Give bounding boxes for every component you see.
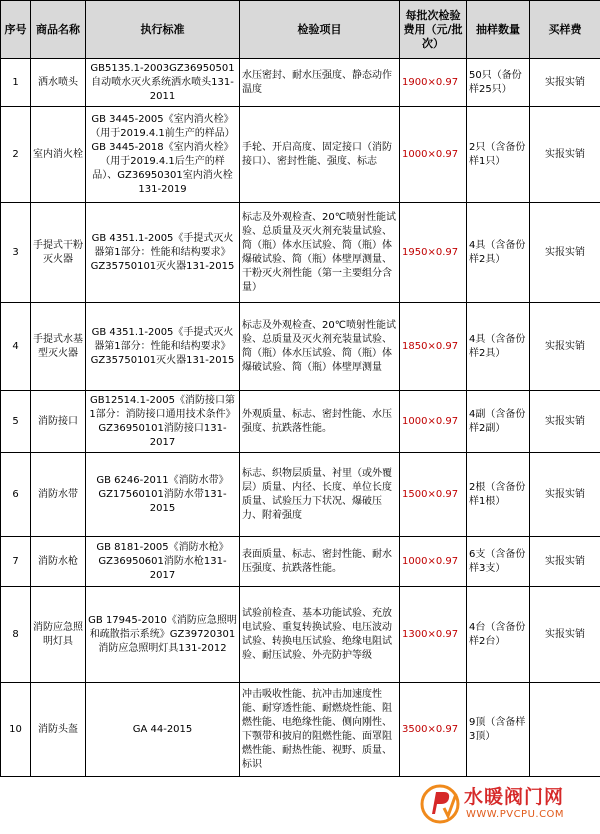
watermark-title: 水暖阀门网 — [464, 786, 565, 808]
row-buyer: 实报实销 — [530, 587, 600, 683]
table-row — [1, 453, 600, 537]
row-qty: 4具（含备份样2具） — [467, 203, 530, 303]
row-name: 消防水枪 — [31, 537, 86, 587]
row-fee: 3500×0.97 — [400, 683, 467, 777]
header-items: 检验项目 — [240, 1, 400, 59]
header-seq: 序号 — [1, 1, 31, 59]
row-qty: 2只（含备份样1只） — [467, 107, 530, 203]
row-standard: GB 3445-2005《室内消火栓》（用于2019.4.1前生产的样品）GB 3445-2018《室内消火栓》（用于2019.4.1后生产的样品）、GZ36950301室内消火栓131-2019 — [86, 107, 240, 203]
row-standard: GB12514.1-2005《消防接口第1部分：消防接口通用技术条件》GZ36950101消防接口131-2017 — [86, 391, 240, 453]
row-name: 室内消火栓 — [31, 107, 86, 203]
table-row — [1, 683, 600, 777]
row-fee: 1000×0.97 — [400, 391, 467, 453]
row-seq: 5 — [1, 391, 31, 453]
row-qty: 50只（备份样25只） — [467, 59, 530, 107]
row-items: 水压密封、耐水压强度、静态动作温度 — [240, 59, 400, 107]
row-buyer: 实报实销 — [530, 391, 600, 453]
row-seq: 6 — [1, 453, 31, 537]
table-row — [1, 203, 600, 303]
row-seq: 8 — [1, 587, 31, 683]
header-name: 商品名称 — [31, 1, 86, 59]
row-items: 标志及外观检查、20℃喷射性能试验、总质量及灭火剂充装量试验、简（瓶）体水压试验、简（瓶）体爆破试验、简（瓶）体壁厚测量、干粉灭火剂性能（第一主要组分含量） — [240, 203, 400, 303]
row-qty: 9顶（含备样3顶） — [467, 683, 530, 777]
row-buyer: 实报实销 — [530, 107, 600, 203]
row-qty: 2根（含备份样1根） — [467, 453, 530, 537]
row-seq: 3 — [1, 203, 31, 303]
row-buyer: 实报实销 — [530, 537, 600, 587]
row-qty: 4台（含备份样2台） — [467, 587, 530, 683]
row-fee: 1950×0.97 — [400, 203, 467, 303]
row-standard: GB 6246-2011《消防水带》GZ17560101消防水带131-2015 — [86, 453, 240, 537]
row-name: 手提式干粉灭火器 — [31, 203, 86, 303]
row-items: 标志、织物层质量、衬里（或外覆层）质量、内径、长度、单位长度质量、试验压力下状况、爆破压力、附着强度 — [240, 453, 400, 537]
row-name: 消防头盔 — [31, 683, 86, 777]
table-row — [1, 391, 600, 453]
row-name: 消防接口 — [31, 391, 86, 453]
table-row — [1, 537, 600, 587]
row-items: 标志及外观检查、20℃喷射性能试验、总质量及灭火剂充装量试验、简（瓶）体水压试验、简（瓶）体爆破试验、简（瓶）体壁厚测量 — [240, 303, 400, 391]
row-fee: 1900×0.97 — [400, 59, 467, 107]
row-items: 冲击吸收性能、抗冲击加速度性能、耐穿透性能、耐燃烧性能、阻燃性能、电绝缘性能、侧向刚性、下颚带和披肩的阻燃性能、面罩阻燃性能、耐热性能、视野、质量、标识 — [240, 683, 400, 777]
watermark-url: WWW.PVCPU.COM — [466, 809, 565, 820]
table-row — [1, 59, 600, 107]
row-standard: GB 4351.1-2005《手提式灭火器第1部分：性能和结构要求》GZ35750101灭火器131-2015 — [86, 203, 240, 303]
row-items: 试验前检查、基本功能试验、充放电试验、重复转换试验、电压波动试验、转换电压试验、绝缘电阻试验、耐压试验、外壳防护等级 — [240, 587, 400, 683]
row-seq: 10 — [1, 683, 31, 777]
header-fee: 每批次检验费用（元/批次） — [400, 1, 467, 59]
row-seq: 7 — [1, 537, 31, 587]
row-name: 洒水喷头 — [31, 59, 86, 107]
row-buyer: 实报实销 — [530, 203, 600, 303]
row-fee: 1000×0.97 — [400, 107, 467, 203]
row-qty: 4副（含备份样2副） — [467, 391, 530, 453]
table-row — [1, 587, 600, 683]
row-items: 表面质量、标志、密封性能、耐水压强度、抗跌落性能。 — [240, 537, 400, 587]
row-items: 手轮、开启高度、固定接口（消防接口）、密封性能、强度、标志 — [240, 107, 400, 203]
table-header-row — [1, 1, 600, 59]
row-name: 消防水带 — [31, 453, 86, 537]
row-standard: GB 8181-2005《消防水枪》GZ36950601消防水枪131-2017 — [86, 537, 240, 587]
row-fee: 1500×0.97 — [400, 453, 467, 537]
row-items: 外观质量、标志、密封性能、水压强度、抗跌落性能。 — [240, 391, 400, 453]
header-qty: 抽样数量 — [467, 1, 530, 59]
row-seq: 1 — [1, 59, 31, 107]
row-buyer: 实报实销 — [530, 453, 600, 537]
table-row — [1, 107, 600, 203]
row-standard: GB5135.1-2003GZ36950501自动喷水灭火系统洒水喷头131-2011 — [86, 59, 240, 107]
row-standard: GB 4351.1-2005《手提式灭火器第1部分：性能和结构要求》GZ35750101灭火器131-2015 — [86, 303, 240, 391]
header-standard: 执行标准 — [86, 1, 240, 59]
row-buyer: 实报实销 — [530, 303, 600, 391]
header-buyer: 买样费 — [530, 1, 600, 59]
row-standard: GA 44-2015 — [86, 683, 240, 777]
row-buyer: 实报实销 — [530, 59, 600, 107]
row-seq: 4 — [1, 303, 31, 391]
row-fee: 1850×0.97 — [400, 303, 467, 391]
row-name: 消防应急照明灯具 — [31, 587, 86, 683]
pv-logo-icon — [418, 782, 462, 826]
row-standard: GB 17945-2010《消防应急照明和疏散指示系统》GZ39720301消防应急照明灯具131-2012 — [86, 587, 240, 683]
row-seq: 2 — [1, 107, 31, 203]
row-name: 手提式水基型灭火器 — [31, 303, 86, 391]
row-qty: 4具（含备份样2具） — [467, 303, 530, 391]
row-fee: 1000×0.97 — [400, 537, 467, 587]
row-fee: 1300×0.97 — [400, 587, 467, 683]
table-row — [1, 303, 600, 391]
row-qty: 6支（含备份样3支） — [467, 537, 530, 587]
row-buyer — [530, 683, 600, 777]
site-watermark — [418, 780, 594, 830]
